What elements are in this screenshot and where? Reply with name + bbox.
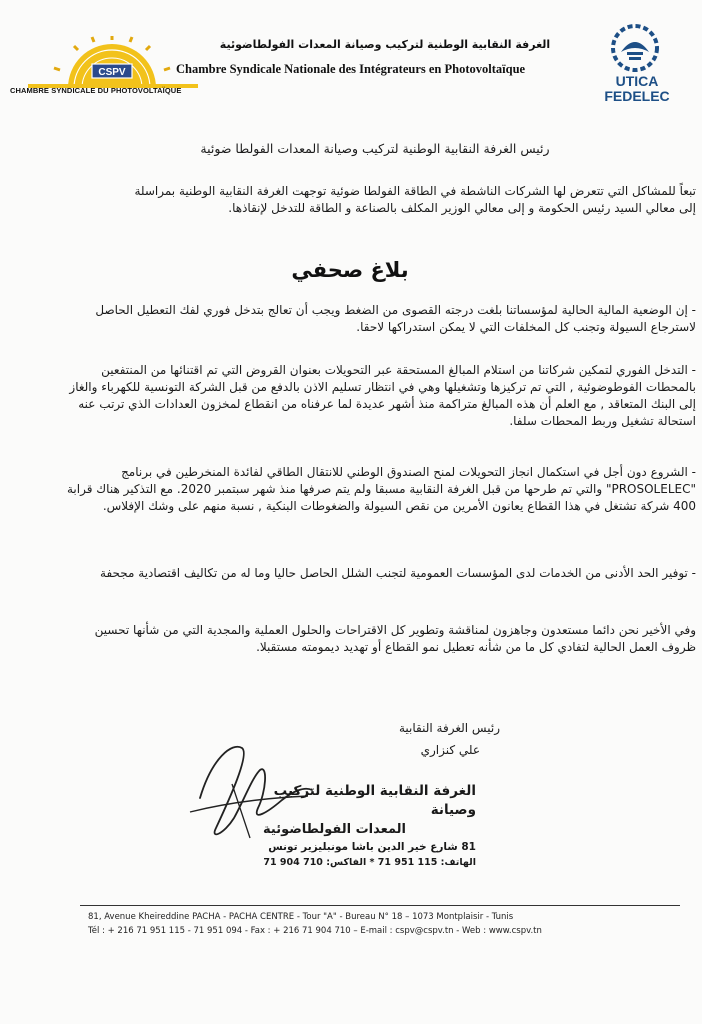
paragraph-2: - التدخل الفوري لتمكين شركاتنا من استلام المبالغ المستحقة عبر التحويلات بعنوان القروض التي تم اقتنائها من المنتفعين بالمحطات الفوطوضوئية , التي تم تركيزها وتشغيلها وهي في انتظار تسليم الاذن بالدفع من قبل الشركة التونسية للكهرباء والغاز إلى البنك المتعاقد , مع العلم أن هذه المبالغ متراكمة منذ أشهر عديدة لما عرفناه من انقطاع لمخزون العدادات الذي ترتب عنه استحالة تشغيل وربط المحطات سلفا. — [69, 363, 696, 428]
paragraph-4: - توفير الحد الأدنى من الخدمات لدى المؤسسات العمومية لتجنب الشلل الحاصل حاليا وما له من تكاليف اقتصادية مجحفة — [100, 566, 696, 580]
paragraph-3 — [60, 464, 696, 515]
intro-paragraph: تبعاً للمشاكل التي تتعرض لها الشركات الناشطة في الطاقة الفولطا ضوئية توجهت الغرفة النقابية الوطنية بمراسلة إلى معالي السيد رئيس الحكومة و إلى معالي الوزير المكلف بالصناعة و الطاقة للتدخل لإنقاذها. — [134, 184, 696, 215]
stamp-line-2: المعدات الفولطاضوئية — [263, 822, 406, 837]
program-name: PROSOLELEC — [611, 482, 691, 496]
stamp-line-1: الغرفة النقابية الوطنية لتركيب وصيانة — [273, 783, 476, 818]
footer-address: 81, Avenue Kheireddine PACHA - PACHA CENTRE - Tour "A" - Bureau N° 18 – 1073 Montplaisir - Tunis — [88, 912, 514, 922]
footer-contacts: Tél : + 216 71 951 115 - 71 951 094 - Fax : + 216 71 904 710 – E-mail : cspv@cspv.tn - Web : www.cspv.tn — [88, 926, 542, 936]
footer-divider — [80, 905, 680, 906]
utica-label-line1: UTICA — [615, 73, 659, 89]
utica-label-line2: FEDELEC — [604, 88, 670, 104]
sun-icon — [54, 36, 170, 88]
utica-label — [592, 74, 682, 104]
utica-logo-icon — [605, 22, 665, 74]
cspv-logo-text: CSPV — [98, 67, 126, 78]
header-title-arabic: الغرفة النقابية الوطنية لتركيب وصيانة المعدات الفولطاضوئية — [219, 38, 551, 51]
signatory-name: علي كنزاري — [420, 743, 480, 757]
stamp-address: 81 شارع خير الدين باشا مونبليزير تونس — [268, 841, 476, 853]
year-value: 2020 — [180, 482, 212, 496]
closing-paragraph: وفي الأخير نحن دائما مستعدون وجاهزون لمناقشة وتطوير كل الاقتراحات والحلول العملية والمجدية التي من شأنها تحسين ظروف العمل الحالية لتفادي كل ما من شأنه تعطيل نمو القطاع أو تهديد ديمومته مستقبلا. — [94, 623, 696, 654]
official-stamp — [236, 782, 476, 870]
paragraph-3-part-1: - الشروع دون أجل في استكمال انجاز التحويلات لمنح الصندوق الوطني للانتقال الطاقي لفائدة المنخرطين في برنامج " — [121, 465, 696, 496]
subject-line: رئيس الغرفة النقابية الوطنية لتركيب وصيانة المعدات الفولطا ضوئية — [200, 141, 550, 156]
stamp-phone: الهاتف: 115 951 71 * الفاكس: 710 904 71 — [263, 857, 476, 868]
document-title: بلاغ صحفي — [291, 258, 409, 282]
cspv-caption: CHAMBRE SYNDICALE DU PHOTOVOLTAÏQUE — [10, 86, 182, 95]
header-title-french: Chambre Syndicale Nationale des Intégrateurs en Photovoltaïque — [176, 62, 526, 76]
paragraph-3-part-2: " والتي تم طرحها من قبل الغرفة النقابية مسبقا ولم يتم صرفها منذ شهر سبتمبر — [215, 482, 612, 496]
paragraph-1: - إن الوضعية المالية الحالية لمؤسساتنا بلغت درجته القصوى من الضغط ويجب أن تعالج بتدخل فوري لفك التعطيل الحاصل لاسترجاع السيولة وتجنب كل المخلفات التي لا يمكن استدراكها لاحقا. — [95, 303, 696, 334]
signatory-title: رئيس الغرفة النقابية — [399, 721, 500, 735]
paragraph-3-part-3: . مع التذكير هناك قرابة 400 شركة تشتغل في هذا القطاع يعانون الأمرين من نقص السيولة والضغوطات البنكية , نسبة منهم على وشك الإفلاس. — [67, 482, 696, 513]
